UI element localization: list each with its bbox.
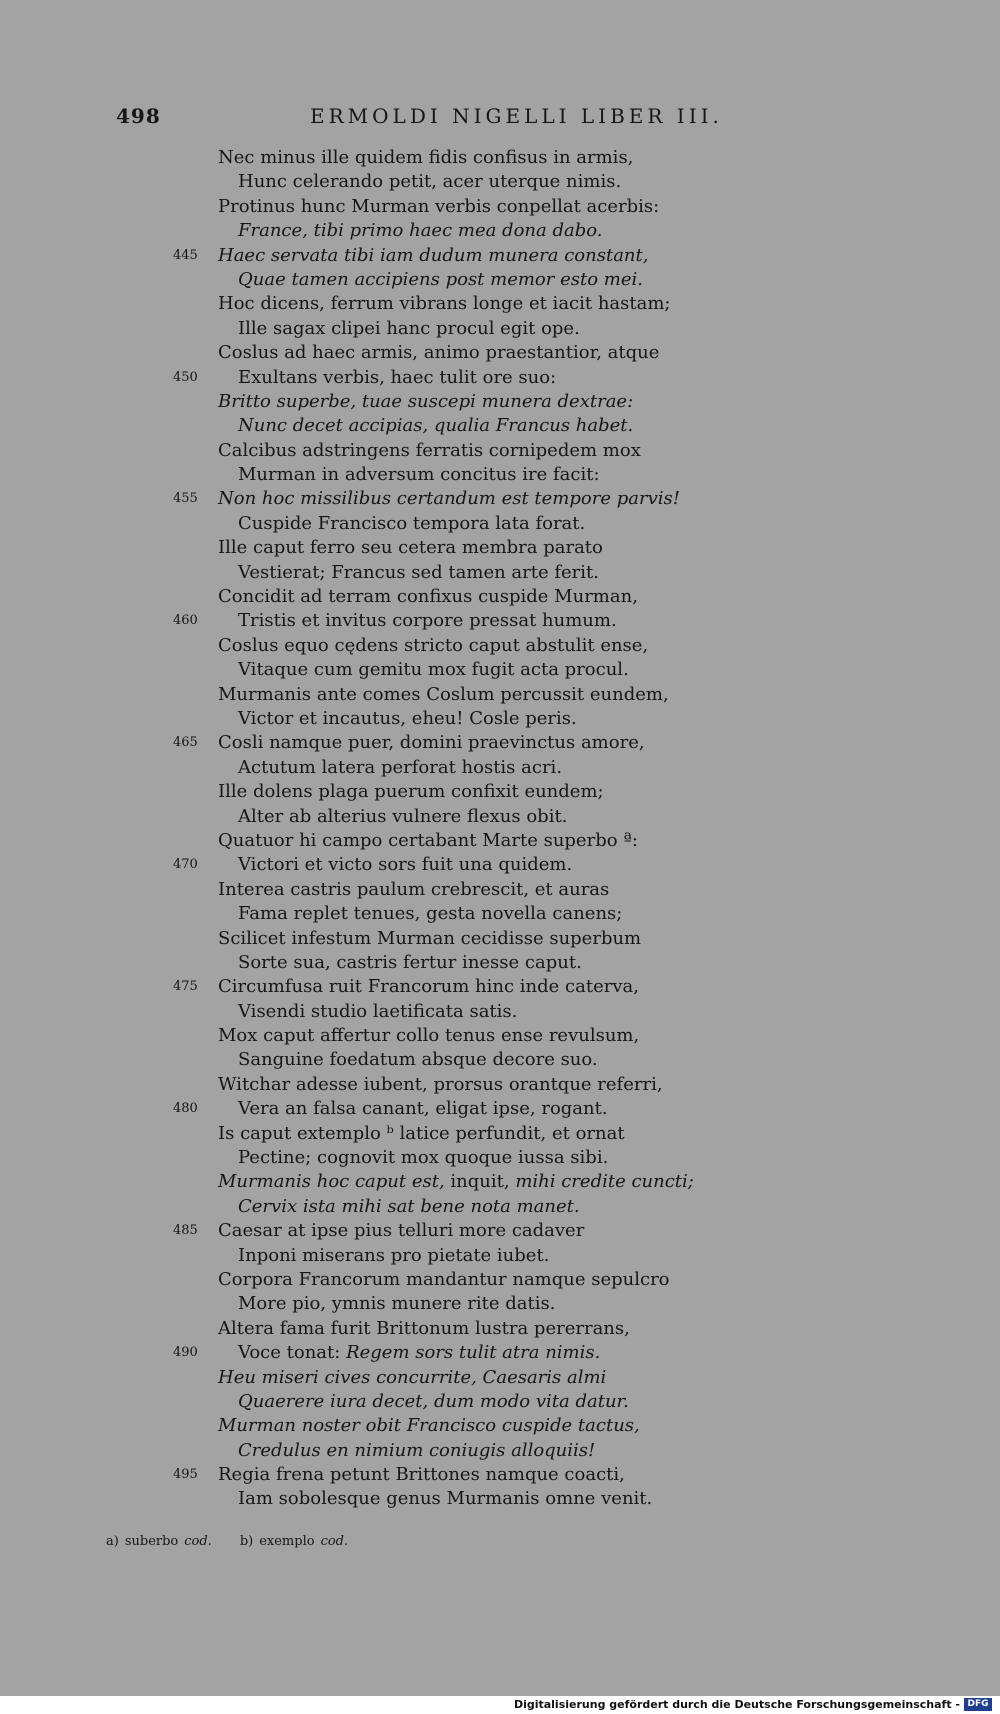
- verse-text: [238, 707, 577, 731]
- running-title: ERMOLDI NIGELLI LIBER III.: [310, 104, 723, 128]
- verse-text: [238, 902, 622, 926]
- verse-text: [218, 683, 669, 707]
- verse-line: [0, 366, 1000, 390]
- verse-segment: Ille caput ferro seu cetera membra parato: [218, 537, 603, 559]
- verse-line: [0, 219, 1000, 243]
- footnote-source: cod.: [320, 1534, 349, 1549]
- verse-line: [0, 1463, 1000, 1487]
- verse-line: [0, 927, 1000, 951]
- verse-text: [218, 439, 641, 463]
- dfg-logo: DFG: [964, 1698, 992, 1711]
- line-number: 485: [173, 1223, 198, 1239]
- verse-text: [218, 1170, 694, 1194]
- line-number: 445: [173, 247, 198, 263]
- verse-line: [0, 1219, 1000, 1243]
- verse-text: [218, 341, 659, 365]
- verse-segment: Concidit ad terram confixus cuspide Murman,: [218, 586, 638, 608]
- verse-segment: Victori et victo sors fuit una quidem.: [238, 854, 573, 876]
- verse-line: [0, 561, 1000, 585]
- verse-line: [0, 536, 1000, 560]
- line-number: 465: [173, 735, 198, 751]
- verse-text: [218, 487, 680, 511]
- verse-segment: Mox caput affertur collo tenus ense revulsum,: [218, 1025, 640, 1047]
- verse-segment: Cervix ista mihi sat bene nota manet.: [238, 1195, 580, 1217]
- footnote-text: exemplo: [259, 1534, 315, 1549]
- verse-segment: Murman noster obit Francisco cuspide tactus,: [218, 1415, 640, 1437]
- verse-text: [238, 317, 580, 341]
- line-number: 480: [173, 1101, 198, 1117]
- verse-text: [238, 756, 562, 780]
- verse-segment: mihi credite cuncti;: [515, 1171, 694, 1193]
- verse-segment: Sorte sua, castris fertur inesse caput.: [238, 951, 582, 973]
- verse-text: [218, 1463, 625, 1487]
- verse-segment: Voce tonat:: [238, 1342, 347, 1364]
- verse-line: [0, 244, 1000, 268]
- verse-segment: Circumfusa ruit Francorum hinc inde caterva,: [218, 976, 639, 998]
- verse-segment: Haec servata tibi iam dudum munera constant,: [218, 244, 649, 266]
- verse-segment: inquit,: [444, 1171, 516, 1193]
- footer-bar: [0, 1696, 1000, 1714]
- verse-segment: Hunc celerando petit, acer uterque nimis.: [238, 171, 622, 193]
- line-number: 490: [173, 1345, 198, 1361]
- verse-text: [218, 1366, 606, 1390]
- line-number: 455: [173, 491, 198, 507]
- funding-notice: Digitalisierung gefördert durch die Deutsche Forschungsgemeinschaft -: [513, 1698, 960, 1711]
- verse-text: [218, 292, 671, 316]
- verse-text: [238, 366, 556, 390]
- verse-line: [0, 731, 1000, 755]
- verse-line: [0, 634, 1000, 658]
- verse-text: [238, 1292, 555, 1316]
- verse-segment: More pio, ymnis munere rite datis.: [238, 1293, 556, 1315]
- verse-text: [238, 951, 582, 975]
- verse-segment: Is caput extemplo ᵇ latice perfundit, et ornat: [218, 1122, 625, 1144]
- footnote-mark: b): [239, 1534, 254, 1549]
- verse-text: [218, 146, 633, 170]
- verse-line: [0, 683, 1000, 707]
- verse-segment: Quae tamen accipiens post memor esto mei.: [238, 268, 643, 290]
- verse-text: [238, 853, 572, 877]
- verse-segment: Exultans verbis, haec tulit ore suo:: [238, 366, 557, 388]
- verse-segment: Sanguine foedatum absque decore suo.: [238, 1049, 598, 1071]
- verse-segment: Protinus hunc Murman verbis conpellat acerbis:: [218, 195, 660, 217]
- footnote-mark: a): [106, 1534, 119, 1549]
- verse-segment: Quatuor hi campo certabant Marte superbo ª:: [218, 829, 638, 851]
- verse-text: [238, 805, 567, 829]
- verse-segment: Altera fama furit Brittonum lustra pererrans,: [218, 1317, 630, 1339]
- footnote-source: cod.: [184, 1534, 212, 1549]
- verse-line: [0, 1122, 1000, 1146]
- footnote: [240, 1534, 348, 1549]
- verse-text: [238, 561, 599, 585]
- verse-line: [0, 1024, 1000, 1048]
- verse-segment: Murmanis ante comes Coslum percussit eundem,: [218, 683, 669, 705]
- verse-line: [0, 1317, 1000, 1341]
- verse-text: [218, 244, 648, 268]
- verse-line: [0, 1292, 1000, 1316]
- verse-line: [0, 390, 1000, 414]
- page-header: [0, 104, 1000, 134]
- verse-line: [0, 902, 1000, 926]
- verse-text: [218, 1317, 630, 1341]
- verse-line: [0, 1170, 1000, 1194]
- verse-line: [0, 170, 1000, 194]
- verse-segment: Interea castris paulum crebrescit, et auras: [218, 878, 610, 900]
- verse-segment: Nunc decet accipias, qualia Francus habet.: [238, 415, 634, 437]
- verse-text: [238, 1097, 608, 1121]
- footnote: [106, 1534, 212, 1549]
- verse-line: [0, 585, 1000, 609]
- verse-text: [238, 1487, 652, 1511]
- verse-line: [0, 658, 1000, 682]
- verse-line: [0, 1487, 1000, 1511]
- line-number: 475: [173, 979, 198, 995]
- verse-line: [0, 780, 1000, 804]
- verse-line: [0, 512, 1000, 536]
- verse-segment: Fama replet tenues, gesta novella canens;: [238, 903, 623, 925]
- verse-line: [0, 268, 1000, 292]
- verse-segment: Britto superbe, tuae suscepi munera dextrae:: [218, 390, 634, 412]
- verse-line: [0, 1414, 1000, 1438]
- verse-segment: Hoc dicens, ferrum vibrans longe et iacit hastam;: [218, 293, 671, 315]
- verse-text: [218, 780, 604, 804]
- verse-segment: Caesar at ipse pius telluri more cadaver: [218, 1220, 585, 1242]
- verse-segment: Scilicet infestum Murman cecidisse superbum: [218, 927, 642, 949]
- verse-line: [0, 1390, 1000, 1414]
- verse-segment: Vera an falsa canant, eligat ipse, rogant.: [238, 1098, 608, 1120]
- line-number: 495: [173, 1467, 198, 1483]
- verse-line: [0, 146, 1000, 170]
- verse-line: [0, 1268, 1000, 1292]
- verse-segment: Cuspide Francisco tempora lata forat.: [238, 512, 586, 534]
- verse-text: [238, 1195, 580, 1219]
- verse-line: [0, 1366, 1000, 1390]
- verse-line: [0, 853, 1000, 877]
- verse-text: [218, 1073, 663, 1097]
- verse-line: [0, 951, 1000, 975]
- footnotes: [106, 1534, 376, 1549]
- verse-line: [0, 341, 1000, 365]
- verse-segment: Nec minus ille quidem fidis confisus in armis,: [218, 147, 634, 168]
- verse-segment: Regia frena petunt Brittones namque coacti,: [218, 1464, 625, 1486]
- verse-text: [238, 170, 621, 194]
- verse-text: [218, 1414, 640, 1438]
- verse-line: [0, 609, 1000, 633]
- verse-text: [238, 512, 585, 536]
- verse-segment: Corpora Francorum mandantur namque sepulcro: [218, 1268, 670, 1290]
- verse-text: [238, 1439, 595, 1463]
- verse-line: [0, 1048, 1000, 1072]
- verse-line: [0, 1439, 1000, 1463]
- verse-line: [0, 292, 1000, 316]
- verse-line: [0, 1244, 1000, 1268]
- verse-segment: France, tibi primo haec mea dona dabo.: [238, 220, 603, 242]
- verse-text: [238, 1244, 549, 1268]
- verse-segment: Witchar adesse iubent, prorsus orantque referri,: [218, 1073, 663, 1095]
- verse-segment: Ille sagax clipei hanc procul egit ope.: [238, 317, 580, 339]
- verse-text: [238, 219, 602, 243]
- verse-segment: Coslus equo cędens stricto caput abstulit ense,: [218, 634, 649, 656]
- verse-line: [0, 1000, 1000, 1024]
- verse-line: [0, 317, 1000, 341]
- verse-segment: Actutum latera perforat hostis acri.: [238, 756, 563, 778]
- verse-line: [0, 975, 1000, 999]
- verse-text: [218, 1024, 639, 1048]
- verse-segment: Vestierat; Francus sed tamen arte ferit.: [238, 561, 599, 583]
- verse-text: [218, 390, 633, 414]
- verse-text: [238, 268, 643, 292]
- verse-line: [0, 195, 1000, 219]
- verse-line: [0, 1341, 1000, 1365]
- verse-line: [0, 1097, 1000, 1121]
- verse-segment: Coslus ad haec armis, animo praestantior, atque: [218, 342, 660, 364]
- verse-line: [0, 487, 1000, 511]
- verse-segment: Vitaque cum gemitu mox fugit acta procul.: [238, 659, 629, 681]
- verse-text: [218, 975, 639, 999]
- verse-segment: Iam sobolesque genus Murmanis omne venit.: [238, 1488, 653, 1510]
- line-number: 470: [173, 857, 198, 873]
- verse-line: [0, 878, 1000, 902]
- verse-text: [238, 1000, 517, 1024]
- verse-text: [238, 1048, 598, 1072]
- verse-text: [218, 1122, 625, 1146]
- line-number: 450: [173, 369, 198, 385]
- verse-segment: Quaerere iura decet, dum modo vita datur.: [238, 1390, 629, 1412]
- verse-segment: Visendi studio laetificata satis.: [238, 1000, 518, 1022]
- verse-text: [218, 1219, 584, 1243]
- verse-text: [238, 1146, 608, 1170]
- verse-line: [0, 707, 1000, 731]
- verse-segment: Ille dolens plaga puerum confixit eundem;: [218, 781, 604, 803]
- verse-segment: Tristis et invitus corpore pressat humum.: [238, 610, 617, 632]
- verse-text: [238, 1390, 629, 1414]
- verse-block: [0, 146, 1000, 1512]
- verse-line: [0, 1195, 1000, 1219]
- verse-segment: Murmanis hoc caput est,: [218, 1171, 445, 1193]
- line-number: 460: [173, 613, 198, 629]
- verse-line: [0, 414, 1000, 438]
- verse-segment: Cosli namque puer, domini praevinctus amore,: [218, 732, 645, 754]
- verse-text: [218, 731, 645, 755]
- verse-text: [238, 658, 629, 682]
- verse-text: [238, 609, 617, 633]
- verse-segment: Victor et incautus, eheu! Cosle peris.: [238, 707, 577, 729]
- verse-segment: Calcibus adstringens ferratis cornipedem mox: [218, 439, 641, 461]
- verse-text: [238, 414, 633, 438]
- verse-segment: Heu miseri cives concurrite, Caesaris almi: [218, 1366, 607, 1388]
- verse-text: [218, 878, 609, 902]
- verse-line: [0, 439, 1000, 463]
- verse-text: [218, 195, 659, 219]
- verse-text: [218, 1268, 670, 1292]
- verse-text: [218, 634, 648, 658]
- verse-segment: Inponi miserans pro pietate iubet.: [238, 1244, 550, 1266]
- verse-segment: Murman in adversum concitus ire facit:: [238, 464, 600, 486]
- verse-line: [0, 829, 1000, 853]
- page-number: 498: [116, 104, 161, 128]
- verse-text: [218, 585, 638, 609]
- footnote-text: suberbo: [124, 1534, 179, 1549]
- verse-line: [0, 1146, 1000, 1170]
- verse-line: [0, 1073, 1000, 1097]
- verse-text: [218, 536, 603, 560]
- verse-line: [0, 756, 1000, 780]
- verse-line: [0, 805, 1000, 829]
- verse-segment: Regem sors tulit atra nimis.: [346, 1342, 601, 1364]
- verse-text: [218, 829, 638, 853]
- verse-segment: Pectine; cognovit mox quoque iussa sibi.: [238, 1147, 609, 1169]
- verse-text: [238, 463, 600, 487]
- verse-segment: Alter ab alterius vulnere flexus obit.: [238, 805, 568, 827]
- verse-text: [238, 1341, 600, 1365]
- verse-segment: Non hoc missilibus certandum est tempore parvis!: [218, 488, 680, 510]
- verse-text: [218, 927, 641, 951]
- verse-line: [0, 463, 1000, 487]
- verse-segment: Credulus en nimium coniugis alloquiis!: [238, 1439, 596, 1461]
